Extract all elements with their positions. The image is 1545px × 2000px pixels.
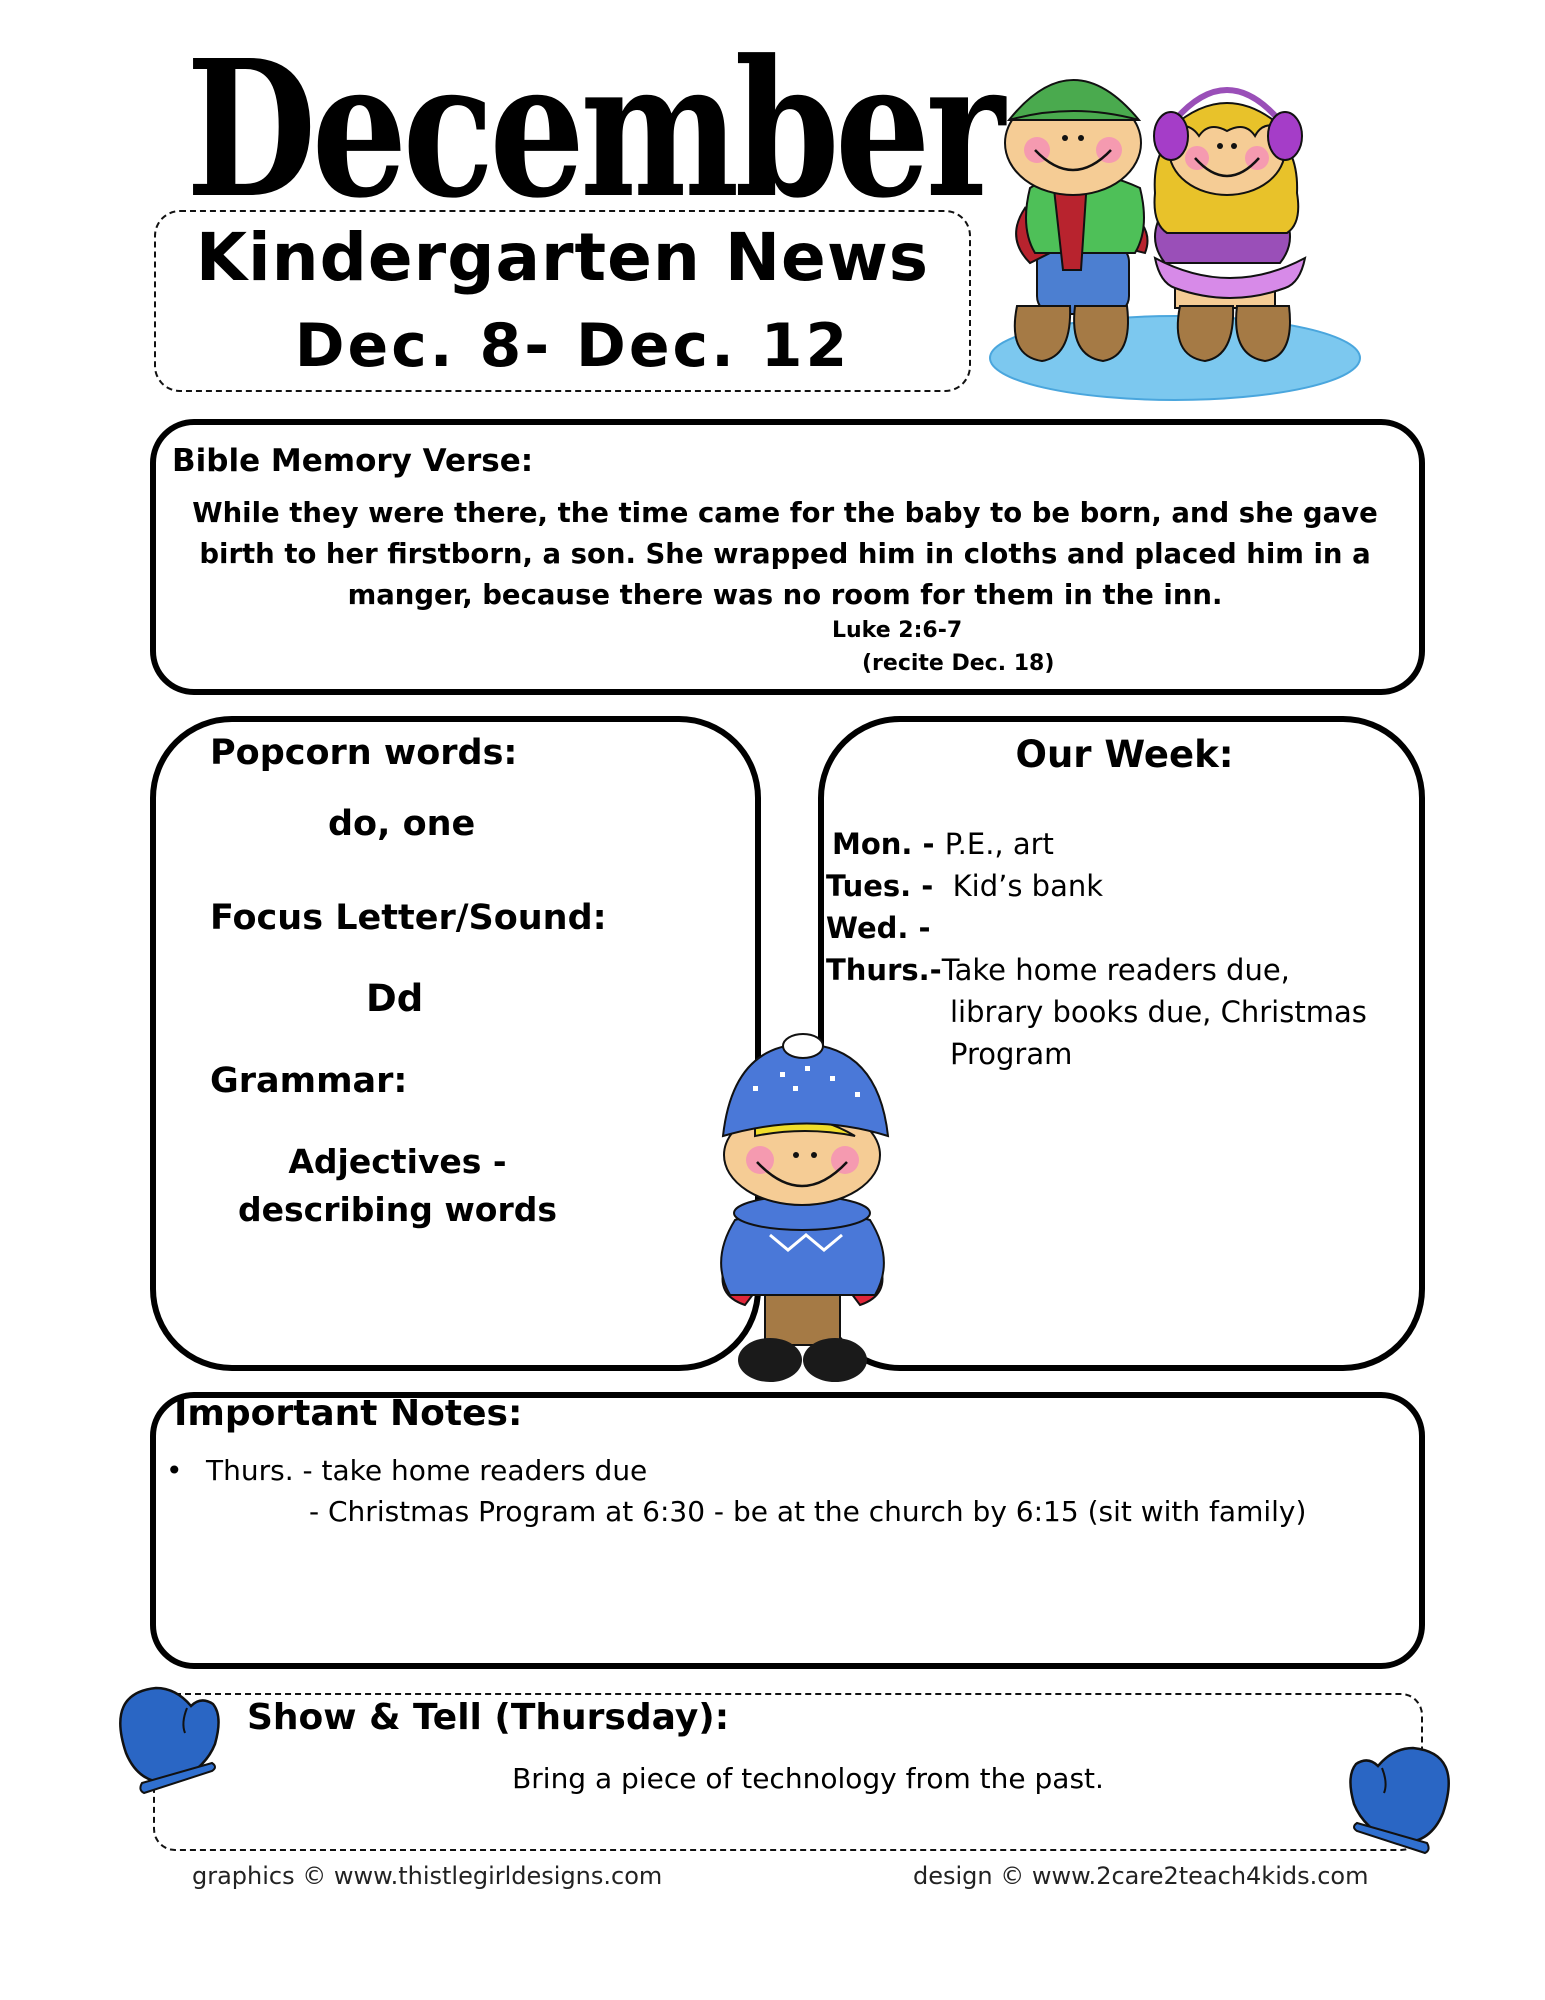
day-separator: - [908, 911, 941, 945]
day-activity: Kid’s bank [943, 869, 1104, 903]
grammar-topic [200, 1138, 595, 1234]
popcorn-words-heading: Popcorn words: [210, 733, 518, 773]
day-label: Wed. [826, 911, 909, 945]
skating-kids-illustration [975, 58, 1375, 403]
week-thurs-continued-1: library books due, Christmas [950, 995, 1367, 1029]
important-note-item [166, 1454, 647, 1487]
date-range: Dec. 8- Dec. 12 [294, 311, 851, 381]
newsletter-subtitle: Kindergarten News [195, 219, 930, 296]
day-label: Tues. [826, 869, 912, 903]
bible-verse-heading: Bible Memory Verse: [172, 443, 534, 479]
show-and-tell-text: Bring a piece of technology from the past. [512, 1762, 1104, 1795]
graphics-credit: graphics © www.thistlegirldesigns.com [192, 1862, 663, 1890]
week-row-mon [826, 823, 1367, 865]
day-separator: - [929, 953, 942, 987]
our-week-heading: Our Week: [1015, 733, 1234, 776]
week-thurs-continued-2: Program [950, 1037, 1073, 1071]
newsletter-title [186, 19, 1001, 240]
boy-in-blue-hat-illustration [695, 1030, 910, 1390]
grammar-heading: Grammar: [210, 1061, 408, 1101]
bible-verse-recite-date: (recite Dec. 18) [862, 651, 1055, 676]
bible-verse-text: While they were there, the time came for the baby to be born, and she gave birth to her firstborn, a son. She wrapped him in cloths and placed him in a manger, because there was no room for them in the inn. [192, 497, 1378, 611]
mitten-icon [112, 1683, 234, 1799]
day-activity: P.E., art [944, 827, 1054, 861]
focus-letter-heading: Focus Letter/Sound: [210, 898, 607, 938]
focus-letter: Dd [366, 977, 424, 1020]
grammar-line-2: describing words [237, 1190, 558, 1229]
important-note-continued: - Christmas Program at 6:30 - be at the church by 6:15 (sit with family) [309, 1495, 1307, 1528]
title-text: December [186, 19, 1001, 240]
grammar-line-1: Adjectives - [288, 1142, 507, 1181]
day-separator: - [912, 827, 945, 861]
week-row-tues [826, 865, 1367, 907]
day-label: Thurs. [826, 953, 930, 987]
mitten-icon [1335, 1743, 1457, 1859]
day-separator: - [911, 869, 944, 903]
bible-verse-reference: Luke 2:6-7 [832, 618, 963, 643]
popcorn-words: do, one [328, 804, 476, 844]
day-activity: Take home readers due, [941, 953, 1290, 987]
show-and-tell-heading: Show & Tell (Thursday): [247, 1697, 730, 1738]
boy-with-green-hat-icon [1005, 80, 1148, 361]
important-note-text: Thurs. - take home readers due [206, 1454, 648, 1487]
week-row-wed [826, 907, 1367, 949]
day-label: Mon. [832, 827, 913, 861]
design-credit: design © www.2care2teach4kids.com [913, 1862, 1369, 1890]
bullet-icon: • [166, 1454, 183, 1487]
important-notes-heading: Important Notes: [174, 1393, 523, 1434]
week-row-thurs [826, 949, 1367, 991]
